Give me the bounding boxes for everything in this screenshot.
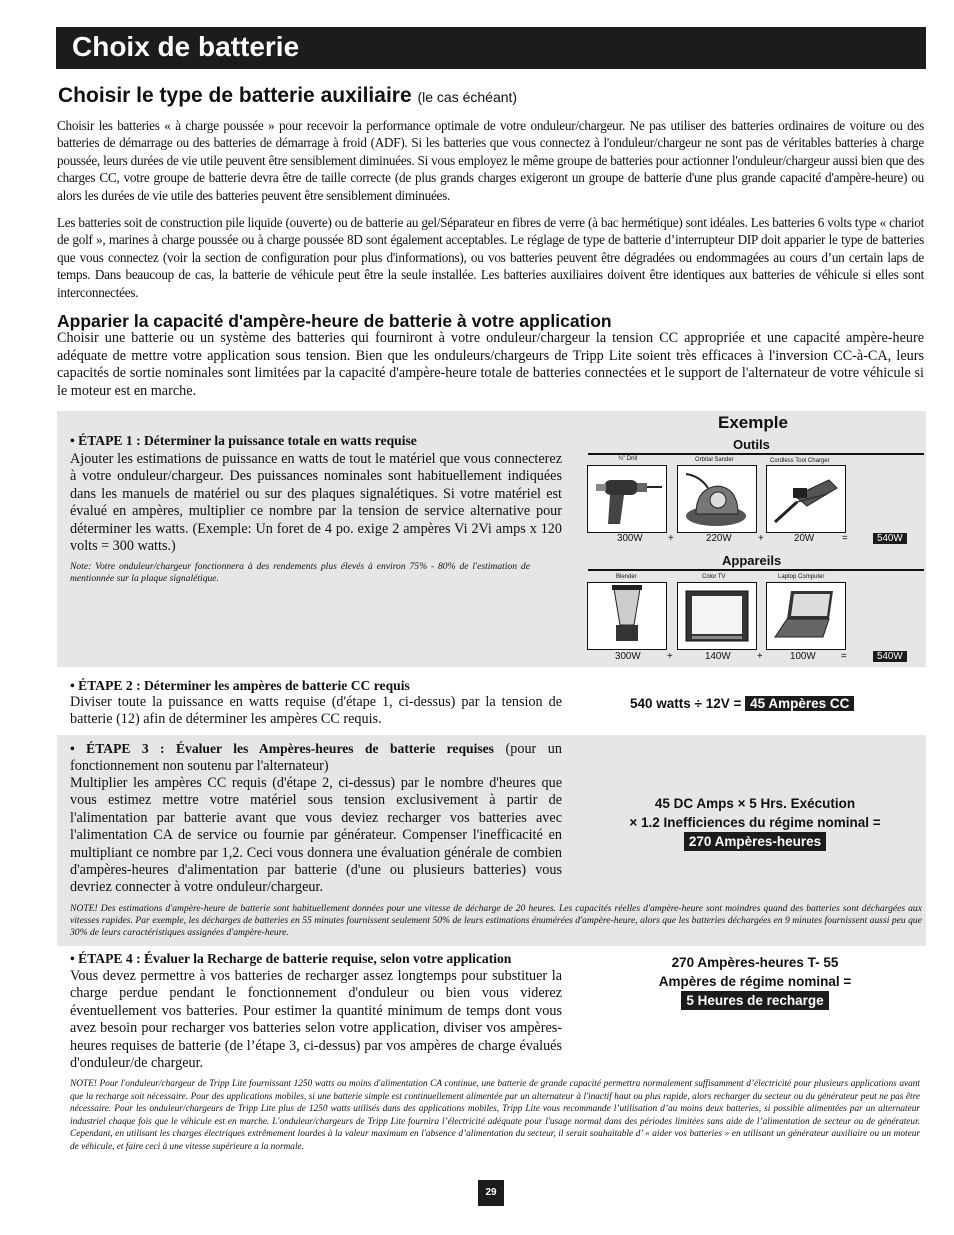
page-title: Choix de batterie — [72, 31, 300, 62]
section-heading-text: Choisir le type de batterie auxiliaire — [58, 84, 412, 107]
appliance-caption-blender: Blender — [616, 574, 637, 580]
step4-heading: • ÉTAPE 4 : Évaluer la Recharge de batterie requise, selon votre application — [70, 951, 512, 966]
step3-heading-tail: (pour un fonctionnement non soutenu par l'alternateur) — [70, 741, 562, 775]
step3-note: NOTE! Des estimations d'ampère-heure de batterie sont habituellement données pour une vitesse de décharge de 20 heures. Les capacités réelles d'ampère-heure sont moindres quand des batteries sont déchargées aux vitesses rapides. Par exemple, les décharges de batteries en 55 minutes fournissent seulement 50% de leurs estimations énumérées d'ampère-heure, alors que les batteries déchargées en 9 minutes fournissent aussi peu que 30% de leurs caractéristiques assignées d'ampère-heure. — [70, 903, 922, 938]
paragraph-capacity: Choisir une batterie ou un système des batteries qui fourniront à votre onduleur/chargeur la tension CC appropriée et une capacité ampère-heure adéquate de mettre votre application sous tension. Bien que les onduleurs/chargeurs de Tripp Lite soient très efficaces à l'inversion CC-à-CA, leurs capacités de sortie nominales sont limitées par la capacité d'ampère-heure totale de batteries connectées et le support de l'alternateur de votre véhicule si le moteur est en marche. — [57, 330, 924, 399]
appliances-total: 540W — [873, 651, 907, 662]
step2-heading: • ÉTAPE 2 : Déterminer les ampères de batterie CC requis — [70, 678, 410, 693]
step4-result: 5 Heures de recharge — [681, 991, 828, 1010]
plus-sign: + — [757, 651, 763, 662]
tool-watts-drill: 300W — [617, 533, 643, 544]
step4-calc-line2: Ampères de régime nominal = — [658, 974, 852, 989]
appliances-label: Appareils — [722, 553, 782, 568]
plus-sign: + — [667, 651, 673, 662]
tool-caption-sander: Orbital Sander — [695, 457, 734, 463]
tools-rule — [588, 453, 924, 455]
page-number: 29 — [478, 1180, 504, 1206]
tools-total: 540W — [873, 533, 907, 544]
sander-icon — [678, 466, 756, 532]
equals-sign: = — [841, 651, 847, 662]
step1-note: Note: Votre onduleur/chargeur fonctionnera à des rendements plus élevés à environ 75% - 80% de l'estimation de mentionnée sur la plaque signalétique. — [70, 561, 530, 584]
laptop-frame — [766, 582, 846, 650]
tool-watts-charger: 20W — [794, 533, 815, 544]
equals-sign: = — [842, 533, 848, 544]
appliance-caption-laptop: Laptop Computer — [778, 574, 825, 580]
section-heading-note: (le cas échéant) — [417, 89, 518, 105]
plus-sign: + — [758, 533, 764, 544]
step1-body: Ajouter les estimations de puissance en watts de tout le matériel que vous connecterez à votre onduleur/chargeur. Des puissances nominales sont habituellement indiquées dans les manuels de matériel ou sur des plaques signalétiques. Si votre matériel est évalué en ampères, multiplier ce nombre par la tension de service alternative pour déterminer les watts. (Exemple: Un foret de 4 po. exige 2 ampères Vi 2Vi amps x 120 volts = 300 watts.) — [70, 451, 562, 555]
paragraph-battery-type-2: Les batteries soit de construction pile liquide (ouverte) ou de batterie au gel/Séparateur en fibres de verre (à bac hermétique) sont idéales. Les batteries 6 volts type « chariot de golf », marines à charge poussée ou à charge poussée 8D sont également acceptables. Le réglage de type de batterie d’interrupteur DIP doit apparier le type de batteries que vous connectez (voir la section de configuration pour plus d'informations), ou vos batteries peuvent être dégradées ou endommagées au cours d’un certain laps de temps. Dans beaucoup de cas, la batterie de véhicule peut être la seule installée. Les batteries auxiliaires doivent être identiques aux batteries de véhicule si elles sont interconnectées. — [57, 215, 924, 300]
plus-sign: + — [668, 533, 674, 544]
section-heading-capacity: Apparier la capacité d'ampère-heure de batterie à votre application — [57, 311, 612, 331]
step4-calc-line1: 270 Ampères-heures T- 55 — [671, 955, 839, 970]
tv-frame — [677, 582, 757, 650]
step2-body: Diviser toute la puissance en watts requise (d'étape 1, ci-dessus) par la tension de batterie (12) afin de déterminer les ampères CC requis. — [70, 694, 562, 728]
paragraph-battery-type-1: Choisir les batteries « à charge poussée » pour recevoir la performance optimale de votre onduleur/chargeur. Ne pas utiliser des batteries ordinaires de voiture ou des batteries de démarrage ou des batteries de démarrage à froid (ADF). Si les batteries que vous connectez à l'onduleur/chargeur ne sont pas de véritables batteries à charge poussée, leurs durées de vie utile peuvent être sensiblement diminuées. Si vous employez le même groupe de batteries pour actionner l'onduleur/chargeur aussi bien que des charges CC, votre groupe de batterie devra être de taille correcte (de plus grands charges exigeront un groupe de batterie d'une plus grande capacité d'ampère-heure) ou alors les durées de vie utile des batteries peuvent être sensiblement diminuées. — [57, 118, 924, 203]
appliance-caption-tv: Color TV — [702, 574, 726, 580]
laptop-icon — [767, 583, 845, 649]
sander-frame — [677, 465, 757, 533]
blender-frame — [587, 582, 667, 650]
step2-calc — [630, 696, 854, 711]
step3-heading: • ÉTAPE 3 : Évaluer les Ampères-heures de batterie requises — [70, 741, 494, 756]
step3-result: 270 Ampères-heures — [684, 832, 826, 851]
drill-frame — [587, 465, 667, 533]
step1-heading: • ÉTAPE 1 : Déterminer la puissance totale en watts requise — [70, 433, 417, 448]
step3-body: Multiplier les ampères CC requis (d'étape 2, ci-dessus) par le nombre d'heures que vous estimez mettre votre matériel sous tension exclusivement à partir de l'alimentation par batterie avant que vous deviez recharger vos batteries avec l'alimentation CA de service ou fournie par générateur. Compenser l'inefficacité en multipliant ce nombre par 1,2. Ceci vous donnera une évaluation générale de combien d'ampères-heures d'alimentation par batterie (d'une ou plusieurs batteries) vous devriez connecter à votre onduleur/chargeur. — [70, 775, 562, 896]
tool-caption-charger: Cordless Tool Charger — [770, 458, 830, 464]
example-heading: Exemple — [718, 413, 788, 432]
tv-icon — [678, 583, 756, 649]
charger-icon — [767, 466, 845, 532]
drill-icon — [588, 466, 666, 532]
appliances-rule — [588, 569, 924, 571]
section-heading-battery-type — [58, 84, 517, 108]
step2-calc-text: 540 watts ÷ 12V = — [630, 696, 742, 711]
step3-heading-block — [70, 740, 562, 776]
step3-calc-line2: × 1.2 Inefficiences du régime nominal = — [629, 815, 881, 830]
step3-calc — [585, 794, 925, 851]
final-note: NOTE! Pour l'onduleur/chargeur de Tripp Lite fournissant 1250 watts ou moins d'alimentation CA continue, une batterie de grande capacité permettra normalement suffisamment d’électricité pour plusieurs applications avant que la recharge soit nécessaire. Pour des applications mobiles, si une batterie simple est continuellement alimentée par un alternateur à l'inactif haut ou plus rapide, alors recharger du secteur ou du générateur peut ne pas être nécessaire. Pour les onduleur/chargeurs de Tripp Lite plus de 1250 watts utilisés dans des applications mobiles, Tripp Lite vous recommande l’utilisation d’au moins deux batteries, si possible alimentées par un alternateur industriel chaque fois que le véhicule est en marche. L'onduleur/chargeurs de Tripp Lite fournira l’électricité adéquate pour l'usage normal dans des périodes limitées sans aide de l’alimentation de secteur ou de générateur. Cependant, en utilisant les charges électriques extrêmement lourdes à la valeur maximum en l'absence d’alimentation du secteur, il serait souhaitable d’ « aider vos batteries » en utilisant un générateur auxiliaire ou un moteur de véhicule, et faire ceci à une vitesse supérieure a la normale. — [70, 1079, 920, 1152]
step4-body: Vous devez permettre à vos batteries de recharger assez longtemps pour substituer la charge perdue pendant le fonctionnement d'onduleur ou bien vous viderez éventuellement vos batteries. Pour estimer la quantité minimum de temps dont vous avez besoin pour recharger vos batteries selon votre application, diviser vos ampères-heures requises de batterie (de l’étape 3, ci-dessus) par vos ampères de charge évalués d'onduleur/de chargeur. — [70, 968, 562, 1072]
tool-caption-drill: ¾" Drill — [618, 456, 638, 462]
appliance-watts-laptop: 100W — [790, 651, 816, 662]
tools-label: Outils — [733, 437, 770, 452]
appliance-watts-tv: 140W — [705, 651, 731, 662]
step2-result: 45 Ampères CC — [745, 696, 854, 711]
charger-frame — [766, 465, 846, 533]
tool-watts-sander: 220W — [706, 533, 732, 544]
step4-calc — [585, 953, 925, 1010]
blender-icon — [588, 583, 666, 649]
appliance-watts-blender: 300W — [615, 651, 641, 662]
step3-calc-line1: 45 DC Amps × 5 Hrs. Exécution — [654, 796, 856, 811]
